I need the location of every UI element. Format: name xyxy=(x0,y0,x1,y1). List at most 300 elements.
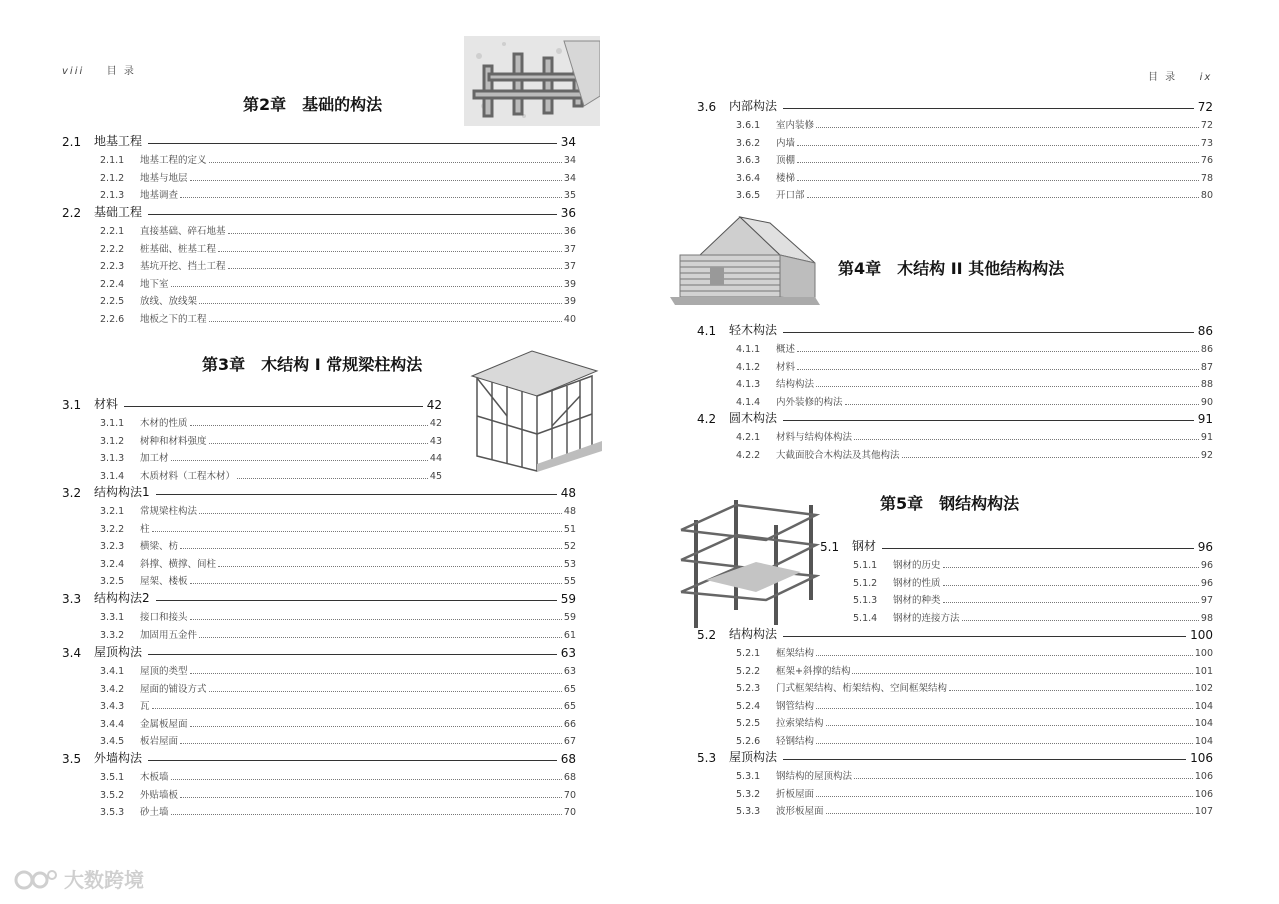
running-header-right xyxy=(1148,68,1212,83)
subsection-number: 3.1.2 xyxy=(100,435,125,447)
subsection-page: 63 xyxy=(563,666,576,677)
toc-subsection-row[interactable] xyxy=(100,468,442,482)
chapter-label: 第5章 xyxy=(880,494,924,513)
toc-subsection-row[interactable] xyxy=(736,715,1213,729)
toc-subsection-row[interactable] xyxy=(100,276,576,290)
toc-subsection-row[interactable] xyxy=(853,575,1213,589)
subsection-title: 顶棚 xyxy=(776,155,796,166)
subsection-title: 横梁、枋 xyxy=(140,541,179,552)
leader-line xyxy=(148,760,557,761)
subsection-title: 接口和接头 xyxy=(140,612,188,623)
subsection-page: 34 xyxy=(563,172,576,184)
leader-dots xyxy=(943,585,1199,586)
subsection-title: 常规梁柱构法 xyxy=(140,506,198,517)
subsection-page: 106 xyxy=(1194,788,1213,800)
section-number: 2.1 xyxy=(62,135,82,149)
toc-section-row[interactable] xyxy=(697,98,1213,114)
subsection-number: 3.5.1 xyxy=(100,772,125,783)
subsection-number: 4.1.4 xyxy=(736,396,761,408)
section-page: 91 xyxy=(1197,412,1213,426)
toc-subsection-row[interactable] xyxy=(736,803,1213,817)
toc-subsection-row[interactable] xyxy=(100,311,576,325)
subsection-title: 门式框架结构、桁架结构、空间框架结构 xyxy=(776,683,948,694)
chapter-title: 基础的构法 xyxy=(302,95,383,114)
subsection-title: 地基与地层 xyxy=(140,172,188,184)
leader-dots xyxy=(902,457,1199,458)
toc-subsection-row[interactable] xyxy=(736,698,1213,712)
running-header-left xyxy=(62,62,136,77)
subsection-title: 内外装修的构法 xyxy=(776,396,843,408)
toc-subsection-row[interactable] xyxy=(100,769,576,783)
log-house-illustration xyxy=(670,215,820,307)
subsection-number: 3.6.3 xyxy=(736,155,761,166)
subsection-number: 5.2.6 xyxy=(736,735,761,747)
toc-subsection-row[interactable] xyxy=(100,241,576,255)
subsection-page: 91 xyxy=(1200,432,1213,443)
toc-subsection-row[interactable] xyxy=(853,592,1213,606)
leader-dots xyxy=(943,602,1199,603)
leader-dots xyxy=(171,286,562,287)
toc-subsection-row[interactable] xyxy=(100,627,576,641)
subsection-title: 结构构法 xyxy=(776,379,815,390)
leader-line xyxy=(124,406,423,407)
toc-subsection-row[interactable] xyxy=(736,152,1213,166)
toc-subsection-row[interactable] xyxy=(853,610,1213,624)
leader-dots xyxy=(190,619,562,620)
toc-subsection-row[interactable] xyxy=(100,787,576,801)
subsection-number: 3.2.4 xyxy=(100,558,125,570)
section-number: 3.3 xyxy=(62,592,82,606)
toc-subsection-row[interactable] xyxy=(100,293,576,307)
running-title: 目 录 xyxy=(1148,72,1178,83)
leader-dots xyxy=(949,690,1193,691)
leader-dots xyxy=(152,531,562,532)
subsection-page: 35 xyxy=(563,190,576,201)
toc-subsection-row[interactable] xyxy=(736,768,1213,782)
subsection-title: 板岩屋面 xyxy=(140,736,179,747)
subsection-page: 106 xyxy=(1194,771,1213,782)
subsection-page: 86 xyxy=(1200,344,1213,355)
toc-section-row[interactable] xyxy=(820,538,1213,554)
leader-dots xyxy=(852,673,1192,674)
leader-dots xyxy=(180,743,562,744)
leader-dots xyxy=(209,443,428,444)
section-page: 34 xyxy=(560,135,576,149)
page-number: viii xyxy=(62,66,85,77)
subsection-page: 88 xyxy=(1200,379,1213,390)
subsection-title: 瓦 xyxy=(140,701,150,712)
subsection-title: 桩基础、桩基工程 xyxy=(140,243,217,255)
toc-subsection-row[interactable] xyxy=(736,187,1213,201)
toc-subsection-row[interactable] xyxy=(100,716,576,730)
section-title: 结构构法2 xyxy=(94,591,150,605)
toc-subsection-row[interactable] xyxy=(100,609,576,623)
subsection-number: 5.1.4 xyxy=(853,612,878,624)
subsection-number: 5.2.2 xyxy=(736,665,761,677)
leader-dots xyxy=(816,127,1199,128)
subsection-page: 44 xyxy=(429,453,442,464)
subsection-number: 5.1.2 xyxy=(853,577,878,589)
subsection-page: 68 xyxy=(563,772,576,783)
subsection-number: 4.2.2 xyxy=(736,449,761,461)
subsection-number: 3.2.5 xyxy=(100,576,125,587)
section-title: 内部构法 xyxy=(729,99,778,113)
subsection-title: 钢材的种类 xyxy=(893,595,941,606)
leader-dots xyxy=(190,583,562,584)
section-number: 5.3 xyxy=(697,751,717,765)
subsection-title: 基坑开挖、挡土工程 xyxy=(140,261,226,272)
subsection-page: 39 xyxy=(563,278,576,290)
subsection-page: 107 xyxy=(1194,806,1213,817)
watermark-logo-icon xyxy=(14,866,58,892)
leader-line xyxy=(783,636,1186,637)
subsection-title: 地下室 xyxy=(140,278,169,290)
section-title: 屋顶构法 xyxy=(94,645,143,659)
section-page: 68 xyxy=(560,752,576,766)
toc-subsection-row[interactable] xyxy=(100,450,442,464)
subsection-number: 5.3.2 xyxy=(736,788,761,800)
subsection-number: 5.1.3 xyxy=(853,595,878,606)
toc-subsection-row[interactable] xyxy=(100,663,576,677)
toc-subsection-row[interactable] xyxy=(736,117,1213,131)
subsection-page: 37 xyxy=(563,243,576,255)
subsection-page: 45 xyxy=(429,470,442,482)
running-title: 目 录 xyxy=(106,66,136,77)
section-number: 3.6 xyxy=(697,100,717,114)
subsection-number: 3.2.1 xyxy=(100,506,125,517)
toc-subsection-row[interactable] xyxy=(736,429,1213,443)
toc-subsection-row[interactable] xyxy=(736,680,1213,694)
section-title: 外墙构法 xyxy=(94,751,143,765)
subsection-number: 2.2.6 xyxy=(100,313,125,325)
leader-dots xyxy=(209,162,562,163)
subsection-number: 2.1.1 xyxy=(100,155,125,166)
chapter-2-heading xyxy=(243,92,382,115)
toc-section-row[interactable] xyxy=(697,322,1213,338)
chapter-label: 第2章 xyxy=(243,95,287,114)
section-page: 96 xyxy=(1197,540,1213,554)
subsection-title: 拉索梁结构 xyxy=(776,718,824,729)
leader-dots xyxy=(228,233,562,234)
toc-subsection-row[interactable] xyxy=(736,645,1213,659)
subsection-number: 3.6.4 xyxy=(736,172,761,184)
subsection-number: 3.4.5 xyxy=(100,736,125,747)
leader-dots xyxy=(816,796,1193,797)
leader-dots xyxy=(209,321,562,322)
subsection-title: 内墙 xyxy=(776,137,796,149)
section-number: 3.5 xyxy=(62,752,82,766)
toc-subsection-row[interactable] xyxy=(100,415,442,429)
section-number: 2.2 xyxy=(62,206,82,220)
toc-subsection-row[interactable] xyxy=(100,258,576,272)
chapter-title: 木结构 I 常规梁柱构法 xyxy=(261,355,423,374)
leader-line xyxy=(148,654,557,655)
subsection-number: 5.2.3 xyxy=(736,683,761,694)
leader-dots xyxy=(816,708,1193,709)
subsection-title: 钢材的历史 xyxy=(893,560,941,571)
subsection-number: 3.2.2 xyxy=(100,523,125,535)
subsection-title: 柱 xyxy=(140,523,150,535)
subsection-title: 折板屋面 xyxy=(776,788,815,800)
toc-section-row[interactable] xyxy=(62,590,576,606)
section-number: 5.1 xyxy=(820,540,840,554)
leader-dots xyxy=(171,814,562,815)
leader-dots xyxy=(943,567,1199,568)
subsection-page: 73 xyxy=(1200,137,1213,149)
subsection-number: 3.5.3 xyxy=(100,807,125,818)
subsection-page: 78 xyxy=(1200,172,1213,184)
leader-dots xyxy=(797,145,1199,146)
toc-subsection-row[interactable] xyxy=(736,341,1213,355)
toc-subsection-row[interactable] xyxy=(100,538,576,552)
subsection-page: 72 xyxy=(1200,120,1213,131)
subsection-page: 104 xyxy=(1194,700,1213,712)
leader-dots xyxy=(190,673,562,674)
leader-dots xyxy=(209,691,562,692)
watermark-text: 大数跨境 xyxy=(64,868,144,892)
chapter-4-heading xyxy=(838,256,1064,279)
section-title: 圆木构法 xyxy=(729,411,778,425)
leader-line xyxy=(156,494,557,495)
chapter-title: 木结构 II 其他结构构法 xyxy=(897,259,1065,278)
subsection-title: 大截面胶合木构法及其他构法 xyxy=(776,449,900,461)
section-page: 86 xyxy=(1197,324,1213,338)
toc-section-row[interactable] xyxy=(62,644,576,660)
subsection-number: 2.1.2 xyxy=(100,172,125,184)
section-page: 106 xyxy=(1190,751,1213,765)
toc-subsection-row[interactable] xyxy=(100,733,576,747)
leader-dots xyxy=(797,162,1199,163)
subsection-title: 直接基础、碎石地基 xyxy=(140,226,226,237)
leader-dots xyxy=(199,637,562,638)
subsection-title: 室内装修 xyxy=(776,120,815,131)
right-page xyxy=(640,0,1279,904)
subsection-title: 钢结构的屋顶构法 xyxy=(776,771,853,782)
subsection-page: 53 xyxy=(563,558,576,570)
toc-subsection-row[interactable] xyxy=(100,804,576,818)
leader-dots xyxy=(180,548,562,549)
subsection-page: 34 xyxy=(563,155,576,166)
subsection-number: 3.5.2 xyxy=(100,789,125,801)
subsection-page: 67 xyxy=(563,736,576,747)
subsection-page: 51 xyxy=(563,523,576,535)
subsection-page: 65 xyxy=(563,701,576,712)
section-page: 48 xyxy=(560,486,576,500)
subsection-title: 外贴墙板 xyxy=(140,789,179,801)
subsection-page: 90 xyxy=(1200,396,1213,408)
subsection-number: 3.1.1 xyxy=(100,418,125,429)
timber-frame-illustration xyxy=(462,346,604,472)
toc-section-row[interactable] xyxy=(62,750,576,766)
subsection-page: 48 xyxy=(563,506,576,517)
leader-dots xyxy=(816,743,1193,744)
toc-subsection-row[interactable] xyxy=(736,786,1213,800)
toc-subsection-row[interactable] xyxy=(736,135,1213,149)
subsection-page: 101 xyxy=(1194,665,1213,677)
leader-dots xyxy=(797,369,1199,370)
toc-subsection-row[interactable] xyxy=(853,557,1213,571)
subsection-page: 76 xyxy=(1200,155,1213,166)
subsection-number: 3.4.4 xyxy=(100,718,125,730)
subsection-number: 3.4.3 xyxy=(100,701,125,712)
toc-subsection-row[interactable] xyxy=(100,681,576,695)
subsection-title: 材料与结构体构法 xyxy=(776,432,853,443)
subsection-title: 放线、放线架 xyxy=(140,296,198,307)
leader-dots xyxy=(171,460,428,461)
leader-dots xyxy=(180,197,562,198)
section-number: 3.1 xyxy=(62,398,82,412)
chapter-label: 第3章 xyxy=(202,355,246,374)
leader-dots xyxy=(807,197,1199,198)
leader-dots xyxy=(190,425,428,426)
subsection-number: 5.2.4 xyxy=(736,700,761,712)
subsection-number: 3.4.2 xyxy=(100,683,125,695)
leader-dots xyxy=(152,708,562,709)
leader-dots xyxy=(854,439,1199,440)
steel-frame-illustration xyxy=(676,480,820,630)
toc-subsection-row[interactable] xyxy=(100,573,576,587)
leader-dots xyxy=(797,351,1199,352)
section-title: 地基工程 xyxy=(94,134,143,148)
subsection-page: 43 xyxy=(429,435,442,447)
page-number: ix xyxy=(1199,72,1213,83)
leader-dots xyxy=(816,655,1193,656)
subsection-number: 4.2.1 xyxy=(736,432,761,443)
subsection-title: 楼梯 xyxy=(776,172,796,184)
subsection-page: 66 xyxy=(563,718,576,730)
subsection-number: 5.3.1 xyxy=(736,771,761,782)
subsection-title: 框架+斜撑的结构 xyxy=(776,665,851,677)
section-title: 基础工程 xyxy=(94,205,143,219)
section-title: 钢材 xyxy=(852,539,877,553)
toc-section-row[interactable] xyxy=(62,133,576,149)
subsection-page: 92 xyxy=(1200,449,1213,461)
toc-subsection-row[interactable] xyxy=(736,376,1213,390)
toc-subsection-row[interactable] xyxy=(736,663,1213,677)
toc-section-row[interactable] xyxy=(62,204,576,220)
leader-dots xyxy=(171,779,562,780)
subsection-title: 木材的性质 xyxy=(140,418,188,429)
foundation-illustration xyxy=(464,36,600,126)
subsection-title: 框架结构 xyxy=(776,648,815,659)
subsection-page: 42 xyxy=(429,418,442,429)
toc-subsection-row[interactable] xyxy=(736,170,1213,184)
subsection-number: 4.1.2 xyxy=(736,361,761,373)
chapter-3-heading xyxy=(202,352,422,375)
subsection-page: 70 xyxy=(563,807,576,818)
subsection-page: 59 xyxy=(563,612,576,623)
subsection-number: 5.2.1 xyxy=(736,648,761,659)
subsection-page: 104 xyxy=(1194,718,1213,729)
leader-line xyxy=(783,108,1194,109)
toc-subsection-row[interactable] xyxy=(100,170,576,184)
section-number: 5.2 xyxy=(697,628,717,642)
subsection-title: 地基调查 xyxy=(140,190,179,201)
section-page: 59 xyxy=(560,592,576,606)
toc-subsection-row[interactable] xyxy=(100,223,576,237)
subsection-page: 87 xyxy=(1200,361,1213,373)
watermark xyxy=(14,864,144,893)
toc-subsection-row[interactable] xyxy=(100,698,576,712)
section-page: 72 xyxy=(1197,100,1213,114)
leader-dots xyxy=(190,180,562,181)
subsection-number: 3.6.5 xyxy=(736,190,761,201)
subsection-page: 37 xyxy=(563,261,576,272)
toc-subsection-row[interactable] xyxy=(736,394,1213,408)
leader-line xyxy=(148,143,557,144)
leader-dots xyxy=(199,513,562,514)
subsection-page: 97 xyxy=(1200,595,1213,606)
subsection-page: 61 xyxy=(563,629,576,641)
toc-subsection-row[interactable] xyxy=(100,187,576,201)
subsection-number: 3.2.3 xyxy=(100,541,125,552)
toc-section-row[interactable] xyxy=(62,484,576,500)
subsection-page: 55 xyxy=(563,576,576,587)
subsection-title: 加固用五金件 xyxy=(140,629,198,641)
toc-subsection-row[interactable] xyxy=(736,359,1213,373)
subsection-number: 5.3.3 xyxy=(736,806,761,817)
subsection-title: 轻钢结构 xyxy=(776,735,815,747)
leader-dots xyxy=(845,404,1199,405)
toc-subsection-row[interactable] xyxy=(100,521,576,535)
subsection-number: 2.1.3 xyxy=(100,190,125,201)
subsection-number: 5.2.5 xyxy=(736,718,761,729)
subsection-number: 2.2.1 xyxy=(100,226,125,237)
subsection-page: 96 xyxy=(1200,560,1213,571)
subsection-page: 70 xyxy=(563,789,576,801)
toc-subsection-row[interactable] xyxy=(100,433,442,447)
toc-section-row[interactable] xyxy=(697,410,1213,426)
section-title: 结构构法 xyxy=(729,627,778,641)
toc-subsection-row[interactable] xyxy=(100,152,576,166)
section-number: 4.1 xyxy=(697,324,717,338)
subsection-title: 砂土墙 xyxy=(140,807,169,818)
leader-dots xyxy=(228,268,562,269)
toc-subsection-row[interactable] xyxy=(736,733,1213,747)
leader-dots xyxy=(180,797,562,798)
subsection-number: 3.1.3 xyxy=(100,453,125,464)
leader-line xyxy=(783,420,1194,421)
leader-line xyxy=(783,332,1194,333)
subsection-page: 39 xyxy=(563,296,576,307)
subsection-title: 波形板屋面 xyxy=(776,806,824,817)
subsection-number: 3.6.1 xyxy=(736,120,761,131)
subsection-title: 木质材料（工程木材） xyxy=(140,470,236,482)
subsection-number: 2.2.2 xyxy=(100,243,125,255)
leader-dots xyxy=(826,725,1193,726)
section-title: 屋顶构法 xyxy=(729,750,778,764)
section-title: 轻木构法 xyxy=(729,323,778,337)
subsection-title: 金属板屋面 xyxy=(140,718,188,730)
toc-subsection-row[interactable] xyxy=(100,556,576,570)
subsection-title: 地板之下的工程 xyxy=(140,313,207,325)
section-number: 3.2 xyxy=(62,486,82,500)
subsection-title: 钢管结构 xyxy=(776,700,815,712)
subsection-number: 3.3.1 xyxy=(100,612,125,623)
chapter-title: 钢结构构法 xyxy=(939,494,1020,513)
subsection-page: 102 xyxy=(1194,683,1213,694)
subsection-page: 52 xyxy=(563,541,576,552)
subsection-number: 3.1.4 xyxy=(100,470,125,482)
toc-subsection-row[interactable] xyxy=(736,447,1213,461)
toc-subsection-row[interactable] xyxy=(100,503,576,517)
leader-dots xyxy=(826,813,1193,814)
toc-section-row[interactable] xyxy=(697,749,1213,765)
chapter-5-heading xyxy=(880,491,1019,514)
section-title: 结构构法1 xyxy=(94,485,150,499)
section-page: 63 xyxy=(560,646,576,660)
toc-section-row[interactable] xyxy=(62,396,442,412)
